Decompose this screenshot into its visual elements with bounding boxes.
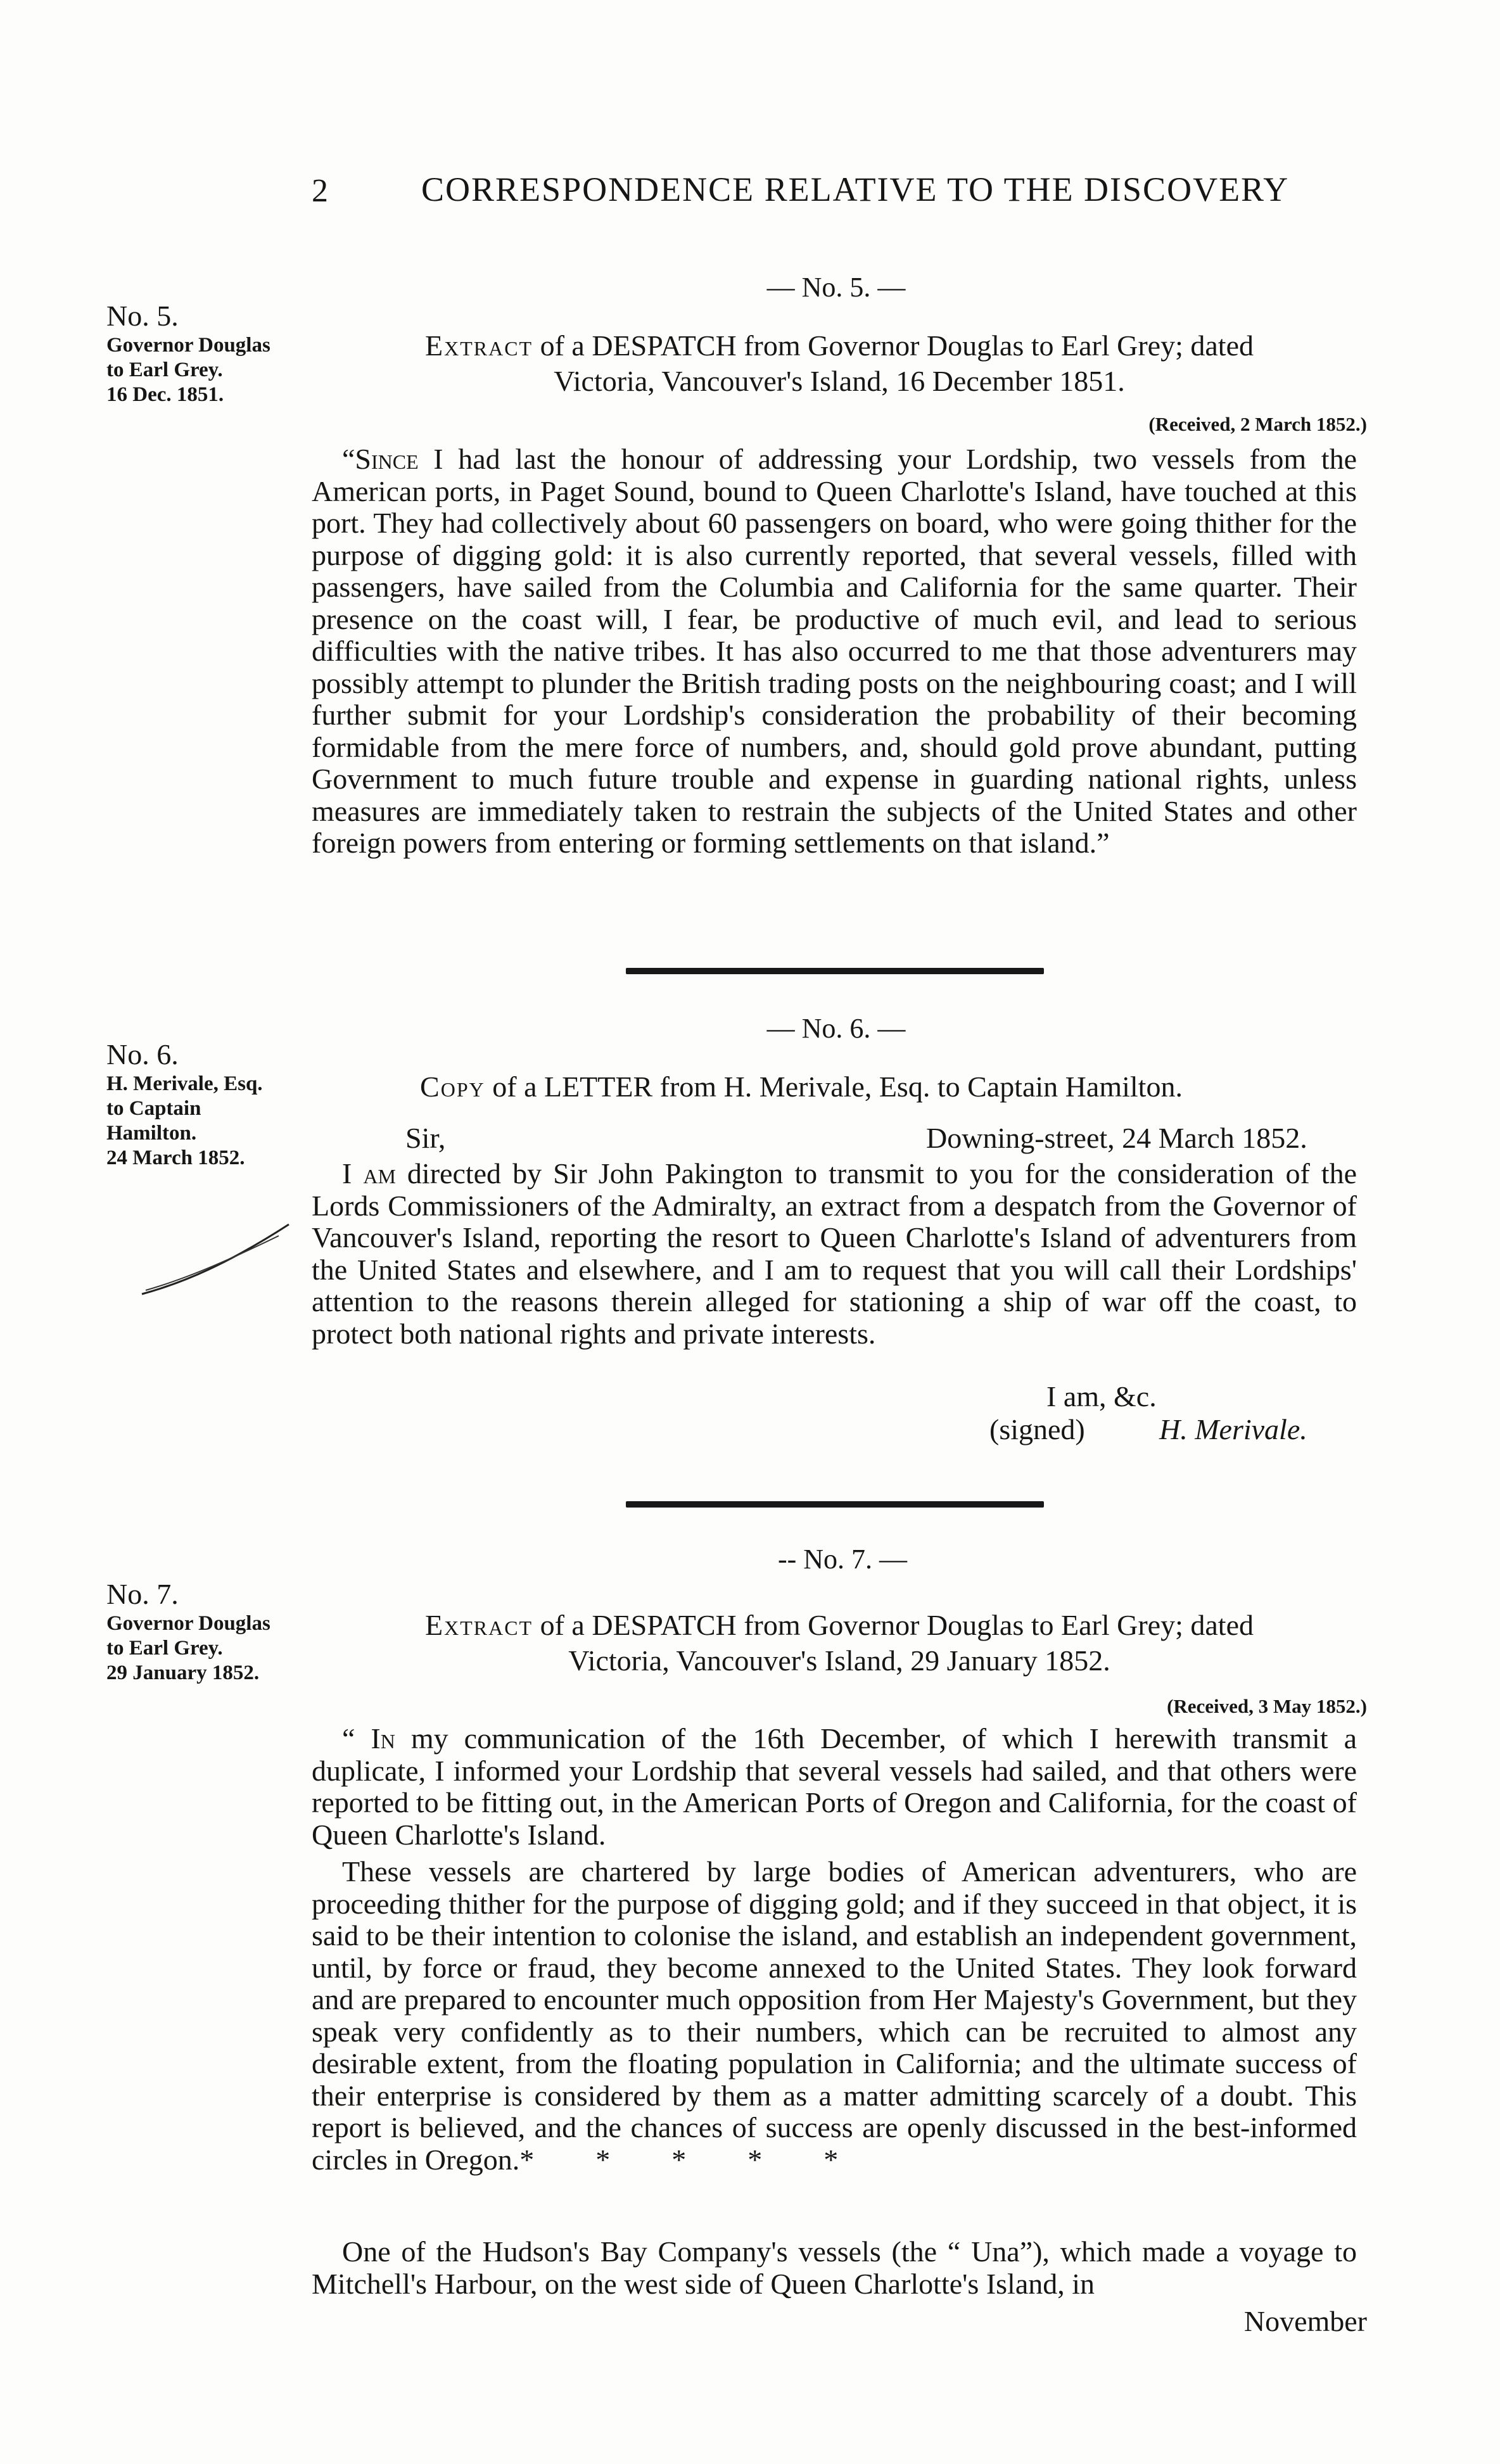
section-7-para-3 xyxy=(312,2236,1357,2300)
sidenote-5-num: No. 5. xyxy=(106,300,179,332)
sidenote-5 xyxy=(106,299,270,407)
sidenote-5-line: 16 Dec. 1851. xyxy=(106,383,224,406)
para-2-text: These vessels are chartered by large bodies of American adventurers, who are proceeding thither for the purpose of digging gold; and if they succeed in that object, it is said to be their intention to colonise the island, and establish an independent government, until, by force or fraud, they become annexed to the United States. They look forward and are prepared to encounter much opposition from Her Majesty's Government, but they speak very confidently as to their numbers, which can be recruited to almost any desirable extent, from the floating population in California; and the ultimate success of their enterprise is considered by them as a matter admitting scarcely of a doubt. This report is believed, and the chances of success are openly discussed in the best-informed circles in Oregon. xyxy=(312,1855,1357,2176)
body-opening: I am xyxy=(342,1157,396,1190)
sidenote-6 xyxy=(106,1038,263,1171)
section-divider xyxy=(626,1501,1044,1508)
running-header: CORRESPONDENCE RELATIVE TO THE DISCOVERY xyxy=(421,170,1290,208)
title-rest: of a LETTER from H. Merivale, Esq. to Captain Hamilton. xyxy=(492,1070,1183,1103)
section-6-title xyxy=(279,1069,1324,1105)
received-note-7: (Received, 3 May 1852.) xyxy=(1167,1695,1367,1717)
title-rest: of a DESPATCH from Governor Douglas to Earl Grey; dated xyxy=(540,1609,1254,1641)
section-7-body xyxy=(312,1723,1357,1851)
para-3-text: One of the Hudson's Bay Company's vessels (the “ Una”), which made a voyage to Mitchell's Harbour, on the west side of Queen Charlotte's Island, in xyxy=(312,2235,1357,2300)
sidenote-6-line: Hamilton. xyxy=(106,1122,197,1145)
section-6-body xyxy=(312,1158,1357,1350)
sidenote-7-line: Governor Douglas xyxy=(106,1612,270,1635)
section-7-title xyxy=(317,1608,1362,1679)
section-number-6: — No. 6. — xyxy=(766,1013,906,1044)
sidenote-6-num: No. 6. xyxy=(106,1038,179,1070)
sidenote-5-line: to Earl Grey. xyxy=(106,359,223,381)
section-divider xyxy=(626,968,1044,974)
section-5-title xyxy=(317,328,1362,399)
sidenote-7-num: No. 7. xyxy=(106,1578,179,1610)
title-lead: Extract xyxy=(425,1609,533,1641)
sidenote-6-line: H. Merivale, Esq. xyxy=(106,1072,263,1095)
title-line-2: Victoria, Vancouver's Island, 29 January 1852. xyxy=(568,1644,1110,1677)
sidenote-6-line: to Captain xyxy=(106,1097,201,1120)
sidenote-7-line: to Earl Grey. xyxy=(106,1637,223,1660)
body-text: I had last the honour of addressing your Lordship, two vessels from the American ports, in Paget Sound, bound to Queen Charlotte's Island, have touched at this port. They had collectively about 60 passengers on board, who were going thither for the purpose of digging gold: it is also currently reported, that several vessels, filled with passengers, have sailed from the Columbia and California for the same quarter. Their presence on the coast will, I fear, be productive of much evil, and lead to serious difficulties with the native tribes. It has also occurred to me that those adventurers may possibly attempt to plunder the British trading posts on the neighbouring coast; and I will further submit for your Lordship's consideration the probability of their becoming formidable from the mere force of numbers, and, should gold prove abundant, putting Government to much future trouble and expense in guarding national rights, unless measures are immediately taken to restrain the subjects of the United States and other foreign powers from entering or forming settlements on that island.” xyxy=(312,443,1357,859)
salutation: Sir, xyxy=(405,1122,446,1154)
pen-stroke-mark xyxy=(139,1219,291,1302)
received-note-5: (Received, 2 March 1852.) xyxy=(1148,413,1367,435)
closing: I am, &c. xyxy=(1046,1380,1157,1413)
section-number-7: -- No. 7. — xyxy=(777,1544,908,1575)
title-rest: of a DESPATCH from Governor Douglas to Earl Grey; dated xyxy=(540,329,1254,362)
signed-label: (signed) xyxy=(989,1413,1085,1445)
section-number-5: — No. 5. — xyxy=(766,272,906,303)
sidenote-6-line: 24 March 1852. xyxy=(106,1146,245,1169)
title-line-2: Victoria, Vancouver's Island, 16 December 1851. xyxy=(554,365,1125,397)
catchword: November xyxy=(1243,2305,1367,2337)
asterisks: * * * * * xyxy=(519,2143,841,2176)
section-7-para-2 xyxy=(312,1856,1357,2176)
body-opening: “Since xyxy=(342,443,419,475)
body-text: my communication of the 16th December, of which I herewith transmit a duplicate, I informed your Lordship that several vessels had sailed, and that others were reported to be fitting out, in the American Ports of Oregon and California, for the coast of Queen Charlotte's Island. xyxy=(312,1722,1357,1851)
body-text: directed by Sir John Pakington to transmit to you for the consideration of the Lords Commissioners of the Admiralty, an extract from a despatch from the Governor of Vancouver's Island, reporting the resort to Queen Charlotte's Island of adventurers from the United States and elsewhere, and I am to request that you will call their Lordships' attention to the reasons therein alleged for stationing a ship of war off the coast, to protect both national rights and private interests. xyxy=(312,1157,1357,1350)
title-lead: Extract xyxy=(425,329,533,362)
sidenote-7-line: 29 January 1852. xyxy=(106,1661,260,1684)
title-lead: Copy xyxy=(420,1070,485,1103)
page-number: 2 xyxy=(312,173,328,209)
sidenote-7 xyxy=(106,1577,270,1686)
body-opening: “ In xyxy=(342,1722,395,1755)
signature: H. Merivale. xyxy=(1159,1413,1307,1445)
place-date: Downing-street, 24 March 1852. xyxy=(926,1122,1307,1154)
sidenote-5-line: Governor Douglas xyxy=(106,334,270,357)
section-5-body xyxy=(312,443,1357,860)
